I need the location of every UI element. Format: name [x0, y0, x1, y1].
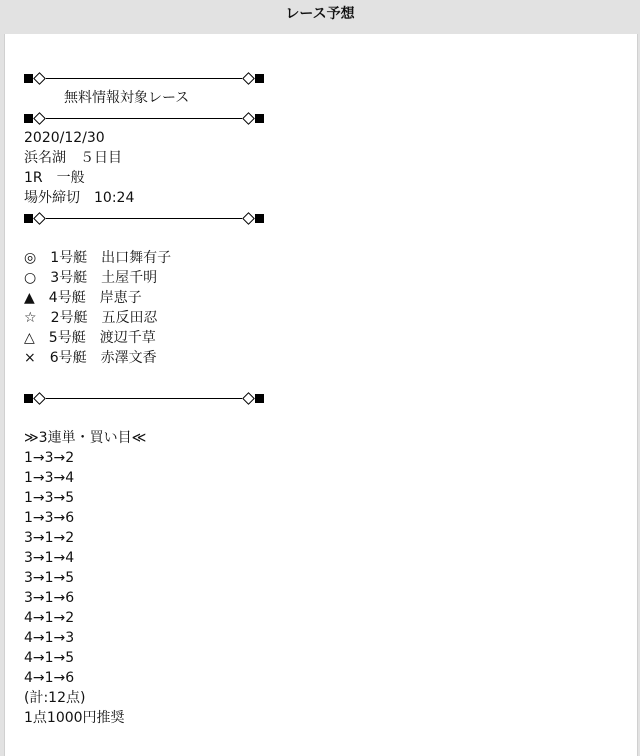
race-date: 2020/12/30: [24, 130, 105, 146]
free-race-label: 無料情報対象レース: [64, 90, 190, 106]
prediction-mark: ◎: [24, 250, 37, 266]
prediction-text: 4号艇 岸恵子: [48, 290, 142, 306]
race-venue: 浜名湖 ５日目: [24, 150, 122, 166]
square-icon: [255, 114, 264, 123]
prediction-item: [24, 308, 624, 328]
prediction-text: 1号艇 出口舞有子: [50, 250, 172, 266]
prediction-text: 3号艇 土屋千明: [50, 270, 158, 286]
prediction-mark: ☆: [24, 310, 37, 326]
bet-item: 4→1→6: [24, 670, 75, 686]
prediction-text: 2号艇 五反田忍: [50, 310, 158, 326]
diamond-icon: [33, 72, 46, 85]
square-icon: [255, 74, 264, 83]
bet-item: 1→3→2: [24, 450, 75, 466]
race-deadline: 場外締切 10:24: [24, 190, 135, 206]
prediction-mark: ○: [24, 270, 37, 286]
prediction-item: [24, 328, 624, 348]
bet-list: [24, 448, 624, 688]
bet-item: 1→3→4: [24, 470, 75, 486]
diamond-icon: [242, 212, 255, 225]
bet-total: (計:12点): [24, 690, 86, 706]
bet-recommendation: 1点1000円推奨: [24, 710, 125, 726]
prediction-item: [24, 348, 624, 368]
prediction-text: 6号艇 赤澤文香: [49, 350, 157, 366]
diamond-icon: [242, 112, 255, 125]
bet-item: 3→1→6: [24, 590, 75, 606]
content-card: [4, 34, 638, 756]
bet-item: 3→1→5: [24, 570, 75, 586]
race-number: 1R 一般: [24, 170, 85, 186]
prediction-mark: ×: [24, 350, 36, 366]
diamond-icon: [33, 392, 46, 405]
prediction-mark: ▲: [24, 290, 35, 306]
page-title: レース予想: [285, 6, 355, 22]
separator-line: [24, 208, 264, 228]
diamond-icon: [242, 392, 255, 405]
bet-item: 1→3→5: [24, 490, 75, 506]
prediction-mark: △: [24, 330, 35, 346]
page-header: [0, 0, 640, 32]
bet-item: 4→1→3: [24, 630, 75, 646]
bet-item: 3→1→4: [24, 550, 75, 566]
separator-line: [24, 108, 264, 128]
bet-item: 4→1→2: [24, 610, 75, 626]
bet-item: 3→1→2: [24, 530, 75, 546]
square-icon: [255, 394, 264, 403]
separator-line: [24, 68, 264, 88]
prediction-item: [24, 268, 624, 288]
separator-line: [24, 388, 264, 408]
prediction-list: [24, 248, 624, 368]
bets-title: ≫3連単・買い目≪: [24, 430, 147, 446]
square-icon: [255, 214, 264, 223]
prediction-item: [24, 288, 624, 308]
prediction-item: [24, 248, 624, 268]
diamond-icon: [33, 212, 46, 225]
diamond-icon: [33, 112, 46, 125]
prediction-text: 5号艇 渡辺千草: [48, 330, 156, 346]
race-info: [24, 68, 624, 728]
bet-item: 4→1→5: [24, 650, 75, 666]
diamond-icon: [242, 72, 255, 85]
bet-item: 1→3→6: [24, 510, 75, 526]
